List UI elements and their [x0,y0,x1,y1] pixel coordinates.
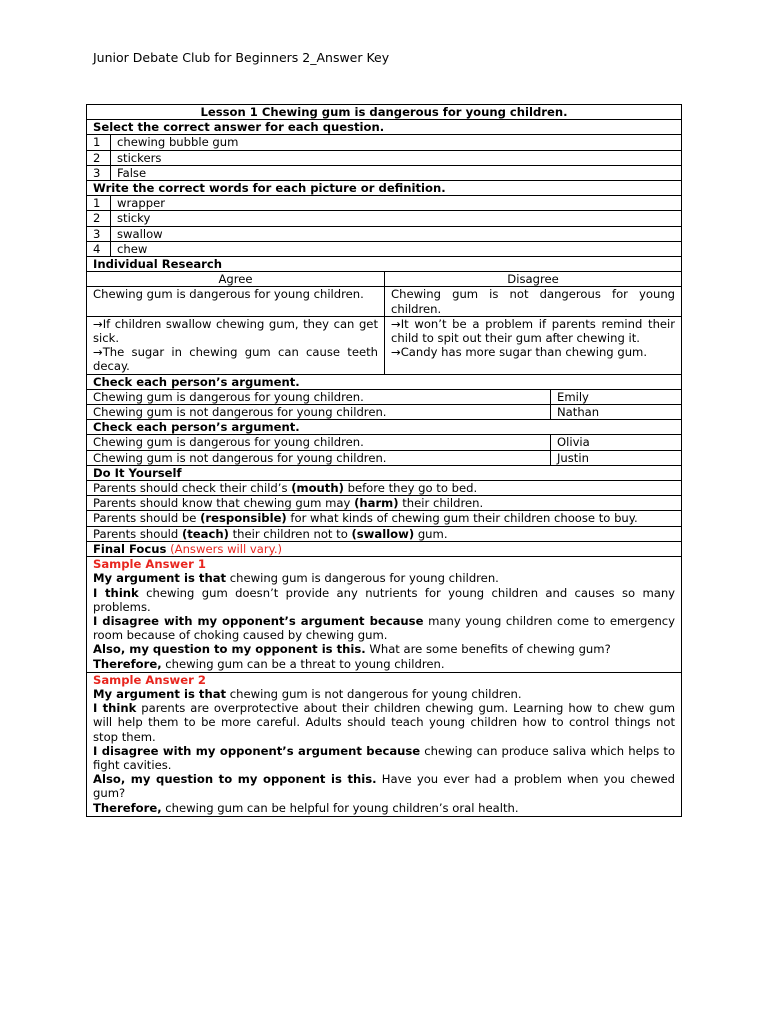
table-row [87,165,682,180]
sample-question [93,772,675,800]
disagree-label: Disagree [385,272,682,287]
sample-title: Sample Answer 2 [93,672,206,687]
disagree-points [385,316,682,374]
item-answer: chewing bubble gum [111,135,682,150]
answer-word: (harm) [354,496,399,511]
check-statement: Chewing gum is dangerous for young children. [87,435,551,450]
sample-text: parents are overprotective about their children chewing gum. Learning how to chew gum will help them to be more careful. Adults should teach young children how to control things not stop them. [93,701,676,744]
sample-question [93,642,675,656]
agree-statement: Chewing gum is dangerous for young children. [87,287,385,316]
diy-heading: Do It Yourself [87,465,682,480]
agree-label: Agree [87,272,385,287]
answer-word: (teach) [181,526,229,541]
sample-text: chewing gum is not dangerous for young children. [226,686,522,701]
item-answer: stickers [111,150,682,165]
prompt-label: I disagree with my opponent’s argument because [93,743,421,758]
sentence-text: their children not to [228,526,352,541]
diy-sentence [87,526,682,541]
section-heading-row [87,465,682,480]
check-person: Olivia [551,435,682,450]
final-focus-heading [87,541,682,556]
table-row [87,435,682,450]
sample-think [93,701,675,744]
prompt-label: Also, my question to my opponent is this. [93,642,366,657]
disagree-point: →Candy has more sugar than chewing gum. [391,345,648,360]
table-row [87,511,682,526]
sentence-text: Parents should know that chewing gum may [93,496,355,511]
item-number: 4 [87,241,111,256]
answer-word: (mouth) [291,481,344,496]
prompt-label: Also, my question to my opponent is this. [93,772,377,787]
agree-point: →The sugar in chewing gum can cause teeth decay. [93,345,378,374]
sample-text: Have you ever had a problem when you chewed gum? [93,772,676,801]
lesson-title: Lesson 1 Chewing gum is dangerous for young children. [87,105,682,120]
table-row [87,405,682,420]
lesson-title-row [87,105,682,120]
sentence-text: before they go to bed. [343,481,478,496]
sentence-text: for what kinds of chewing gum their children choose to buy. [286,511,638,526]
item-number: 2 [87,211,111,226]
table-row [87,226,682,241]
sample-disagree [93,744,675,772]
table-row [87,481,682,496]
item-number: 1 [87,135,111,150]
diy-sentence [87,511,682,526]
table-row [87,389,682,404]
table-row [87,287,682,316]
section-heading-row [87,420,682,435]
sample-text: chewing gum can be a threat to young children. [161,656,445,671]
answer-word: (swallow) [351,526,415,541]
prompt-label: I think [93,701,137,716]
sentence-text: Parents should be [93,511,201,526]
sample-answer-1 [87,557,682,673]
agree-point: →If children swallow chewing gum, they can get sick. [93,316,378,346]
check-statement: Chewing gum is not dangerous for young children. [87,450,551,465]
table-row [87,241,682,256]
sample-text: chewing gum is dangerous for young children. [226,571,499,586]
check1-heading: Check each person’s argument. [87,374,682,389]
prompt-label: Therefore, [93,656,162,671]
table-row [87,135,682,150]
sentence-text: Parents should check their child’s [93,481,292,496]
diy-sentence [87,481,682,496]
table-row [87,150,682,165]
table-row [87,672,682,816]
sample-think [93,586,675,614]
table-row [87,450,682,465]
item-answer: swallow [111,226,682,241]
agree-points [87,316,385,374]
sample-text: chewing can produce saliva which helps to fight cavities. [93,743,676,772]
final-focus-note: (Answers will vary.) [170,541,283,556]
sample-disagree [93,614,675,642]
section1-heading: Select the correct answer for each question. [87,120,682,135]
table-row [87,211,682,226]
section-heading-row [87,257,682,272]
answer-word: (responsible) [200,511,287,526]
check-statement: Chewing gum is dangerous for young children. [87,389,551,404]
sample-text: What are some benefits of chewing gum? [365,642,611,657]
prompt-label: Therefore, [93,800,162,815]
sentence-text: their children. [398,496,484,511]
section-heading-row [87,374,682,389]
sample-therefore [93,657,675,671]
disagree-statement: Chewing gum is not dangerous for young children. [385,287,682,316]
sample-text: many young children come to emergency room because of choking caused by chewing gum. [93,613,676,643]
table-row [87,316,682,374]
sample-title: Sample Answer 1 [93,557,206,572]
sample-text: chewing gum can be helpful for young children’s oral health. [161,800,519,815]
section-heading-row [87,541,682,556]
section-heading-row [87,181,682,196]
table-row [87,526,682,541]
research-heading: Individual Research [87,257,682,272]
table-row [87,272,682,287]
prompt-label: My argument is that [93,686,227,701]
sample-argument [93,571,675,585]
check-person: Emily [551,389,682,404]
item-number: 1 [87,196,111,211]
prompt-label: My argument is that [93,571,227,586]
item-number: 2 [87,150,111,165]
table-row [87,496,682,511]
item-number: 3 [87,165,111,180]
sample-argument [93,687,675,701]
sentence-text: Parents should [93,526,182,541]
prompt-label: I disagree with my opponent’s argument because [93,613,424,628]
check-statement: Chewing gum is not dangerous for young children. [87,405,551,420]
sample-text: chewing gum doesn’t provide any nutrients for young children and causes so many problems. [93,585,676,614]
section2-heading: Write the correct words for each picture or definition. [87,181,682,196]
diy-sentence [87,496,682,511]
item-answer: sticky [111,211,682,226]
sentence-text: gum. [414,526,448,541]
document-title: Junior Debate Club for Beginners 2_Answer Key [93,50,390,65]
table-row [87,196,682,211]
check-person: Justin [551,450,682,465]
prompt-label: I think [93,585,139,600]
sample-answer-2 [87,672,682,816]
check-person: Nathan [551,405,682,420]
item-number: 3 [87,226,111,241]
check2-heading: Check each person’s argument. [87,420,682,435]
item-answer: False [111,165,682,180]
final-focus-label: Final Focus [93,541,167,556]
disagree-point: →It won’t be a problem if parents remind their child to spit out their gum after chewing it. [391,316,676,346]
item-answer: chew [111,241,682,256]
section-heading-row [87,120,682,135]
sample-therefore [93,801,675,815]
answer-key-table [86,104,682,817]
table-row [87,557,682,673]
item-answer: wrapper [111,196,682,211]
